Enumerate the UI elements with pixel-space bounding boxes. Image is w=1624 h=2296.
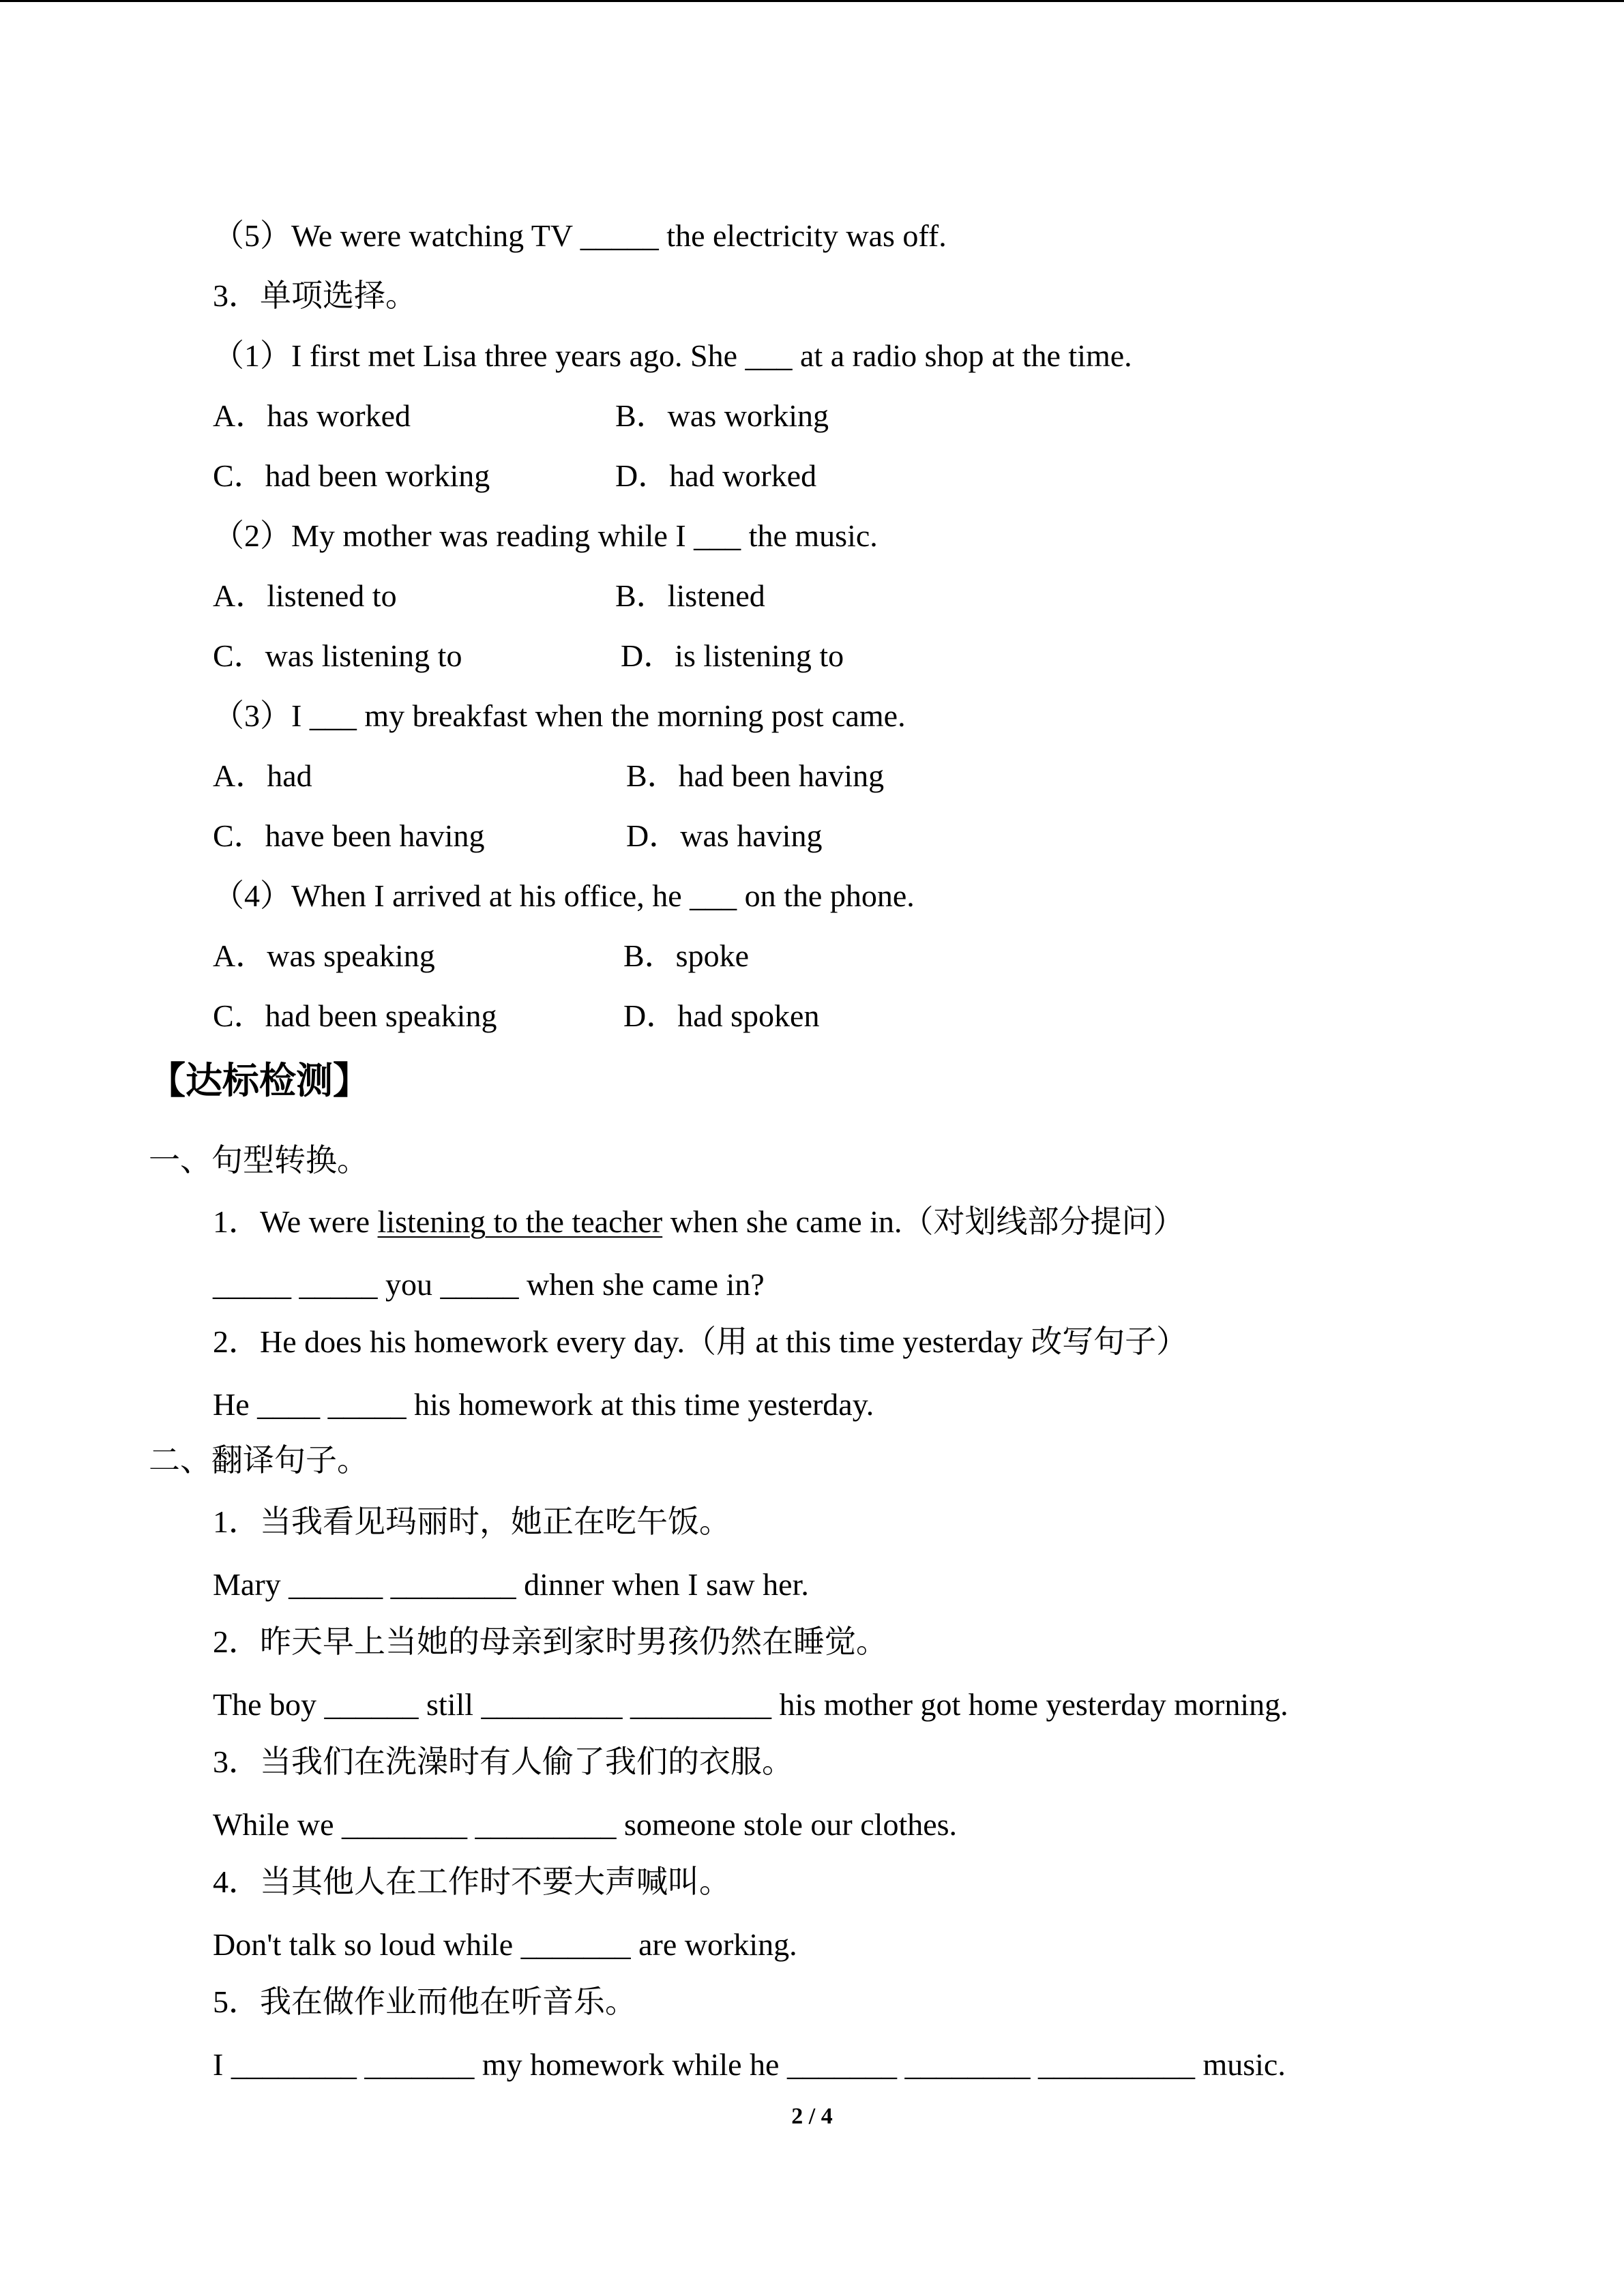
translation-2-chinese: 2．昨天早上当她的母亲到家时男孩仍然在睡觉。 — [213, 1624, 887, 1659]
mc-question-1-option-a: A．has worked — [213, 398, 411, 433]
translation-3-chinese: 3．当我们在洗澡时有人偷了我们的衣服。 — [213, 1744, 793, 1779]
mc-question-1-option-b: B．was working — [615, 398, 829, 433]
section-3-title: 3．单项选择。 — [213, 278, 417, 313]
mc-question-3-stem: （3）I ___ my breakfast when the morning post came. — [213, 698, 906, 733]
translation-2-answer-line: The boy ______ still _________ _________ his mother got home yesterday morning. — [213, 1687, 1288, 1722]
mc-question-2-option-b: B．listened — [615, 578, 765, 613]
mc-question-4-stem: （4）When I arrived at his office, he ___ on the phone. — [213, 878, 915, 913]
translation-3-answer-line: While we ________ _________ someone stole our clothes. — [213, 1807, 958, 1842]
mc-question-2-stem: （2）My mother was reading while I ___ the music. — [213, 518, 878, 553]
page-number: 2 / 4 — [791, 2104, 833, 2129]
transform-question-2: 2．He does his homework every day.（用 at this time yesterday 改写句子） — [213, 1324, 1188, 1359]
mc-question-4-option-c: C．had been speaking — [213, 998, 497, 1033]
underlined-phrase: listening to the teacher — [377, 1204, 663, 1239]
transform-question-1 — [213, 1202, 1185, 1242]
translation-5-chinese: 5．我在做作业而他在听音乐。 — [213, 1984, 636, 2019]
mc-question-4-option-a: A．was speaking — [213, 938, 435, 973]
mc-question-1-option-c: C．had been working — [213, 458, 490, 493]
mc-question-3-option-d: D．was having — [626, 818, 823, 853]
question-5-fill-blank: （5）We were watching TV _____ the electricity was off. — [213, 218, 947, 253]
transform-question-2-answer-line: He ____ _____ his homework at this time yesterday. — [213, 1387, 874, 1422]
mc-question-3-option-a: A．had — [213, 758, 312, 793]
part-2-title: 二、翻译句子。 — [149, 1443, 368, 1478]
mc-question-4-option-b: B．spoke — [623, 938, 749, 973]
mc-question-4-option-d: D．had spoken — [623, 998, 820, 1033]
part-1-title: 一、句型转换。 — [149, 1143, 368, 1178]
translation-5-answer-line: I ________ _______ my homework while he _______ ________ __________ music. — [213, 2047, 1286, 2082]
transform-question-1-suffix: when she came in.（对划线部分提问） — [662, 1204, 1185, 1239]
translation-4-chinese: 4．当其他人在工作时不要大声喊叫。 — [213, 1864, 730, 1899]
translation-1-chinese: 1．当我看见玛丽时，她正在吃午饭。 — [213, 1504, 730, 1539]
mc-question-2-option-d: D．is listening to — [621, 638, 844, 673]
transform-question-1-prefix: 1．We were — [213, 1204, 378, 1239]
translation-1-answer-line: Mary ______ ________ dinner when I saw her. — [213, 1567, 809, 1602]
page-top-border — [0, 0, 1624, 2]
transform-question-1-answer-line: _____ _____ you _____ when she came in? — [213, 1267, 765, 1302]
section-heading-test: 【达标检测】 — [149, 1059, 370, 1102]
mc-question-2-option-c: C．was listening to — [213, 638, 462, 673]
translation-4-answer-line: Don't talk so loud while _______ are working. — [213, 1927, 797, 1962]
mc-question-1-option-d: D．had worked — [615, 458, 817, 493]
mc-question-3-option-c: C．have been having — [213, 818, 485, 853]
mc-question-1-stem: （1）I first met Lisa three years ago. She ___ at a radio shop at the time. — [213, 338, 1132, 373]
mc-question-3-option-b: B．had been having — [626, 758, 885, 793]
mc-question-2-option-a: A．listened to — [213, 578, 397, 613]
